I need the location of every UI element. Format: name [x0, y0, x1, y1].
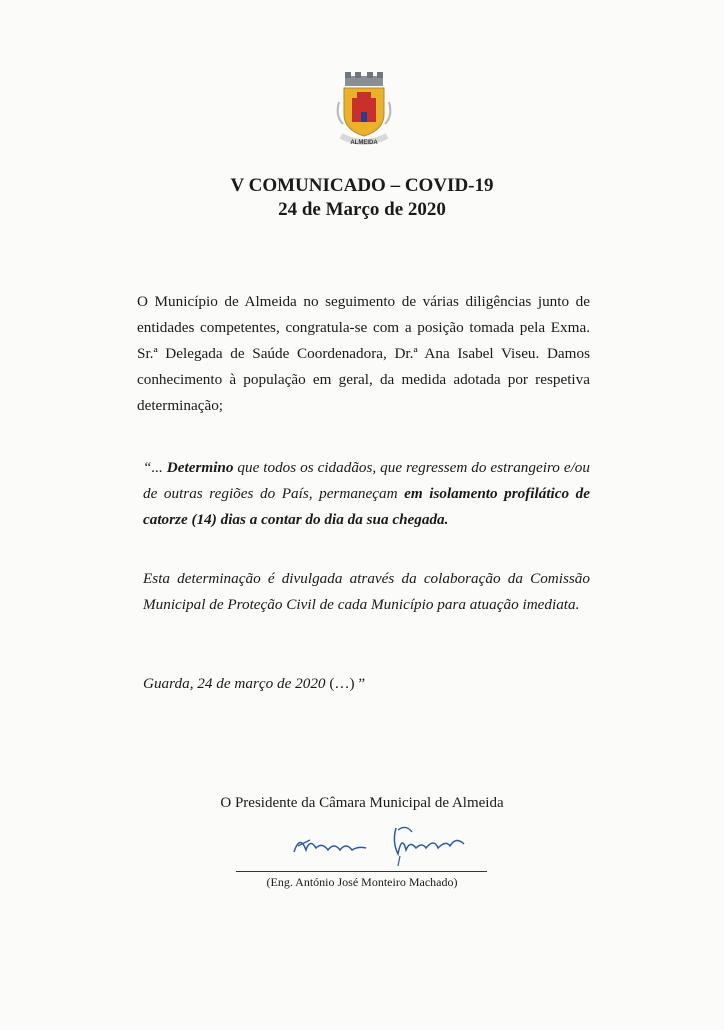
quote-open: “...	[143, 459, 167, 476]
quote-text: que todos os cidadãos, que regressem do estrangeiro e/ou de outras regiões do País, permaneçam	[143, 459, 590, 502]
isolation-bold: em isolamento profilático de catorze (14) dias a contar do dia da sua chegada.	[143, 485, 590, 528]
signatory-role: O Presidente da Câmara Municipal de Almeida	[220, 795, 504, 811]
handwritten-signature	[288, 820, 478, 868]
document-date: 24 de Março de 2020	[278, 199, 446, 220]
quote-closing	[143, 671, 590, 697]
determino-bold: Determino	[166, 459, 234, 476]
signature-icon	[288, 820, 478, 868]
quote-place-date: Guarda, 24 de março de 2020	[143, 675, 326, 692]
quote-ellipsis: (…) ”	[325, 675, 366, 692]
document-title: V COMUNICADO – COVID-19	[230, 175, 494, 196]
quote-dissemination: Esta determinação é divulgada através da colaboração da Comissão Municipal de Proteção Civil de cada Município para atuação imediata.	[143, 570, 590, 613]
intro-paragraph: O Município de Almeida no seguimento de várias diligências junto de entidades competentes, congratula-se com a posição tomada pela Exma. Sr.ª Delegada de Saúde Coordenadora, Dr.ª Ana Isabel Viseu. Damos conhecimento à população em geral, da medida adotada por respetiva determinação;	[137, 293, 590, 414]
coat-of-arms	[333, 72, 395, 148]
signatory-name: (Eng. António José Monteiro Machado)	[266, 875, 458, 889]
municipal-coat-of-arms-icon	[333, 72, 395, 148]
crest-label: ALMEIDA	[350, 140, 378, 146]
quote-determination	[143, 455, 590, 533]
signature-line	[236, 871, 487, 872]
